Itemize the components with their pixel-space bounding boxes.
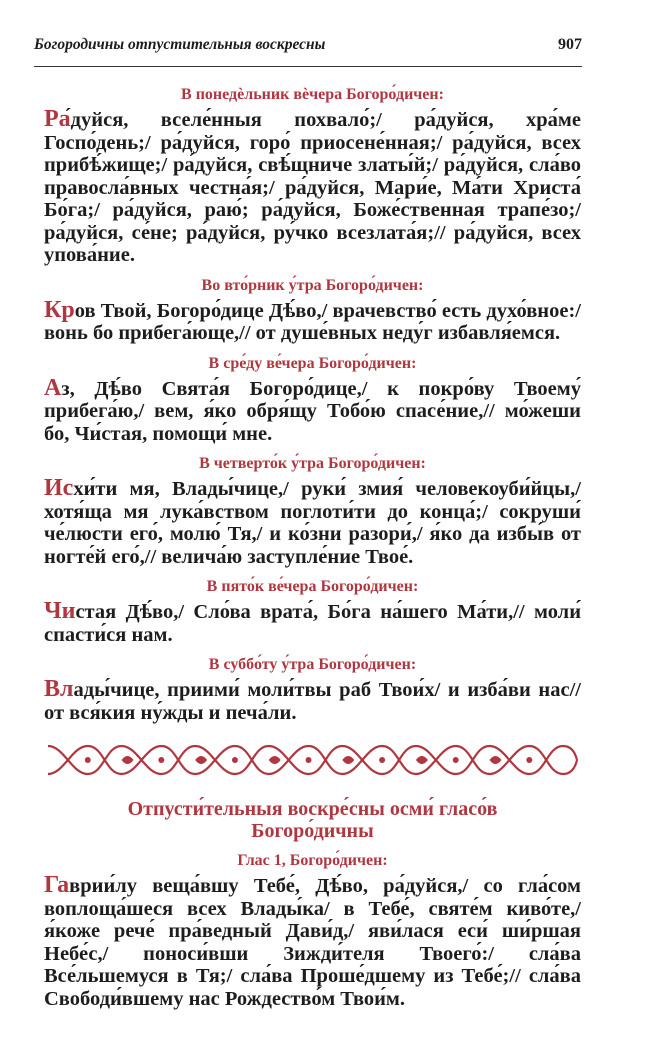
troparion-saturday: [44, 678, 581, 724]
rubric-saturday: В суббо́ту у́тра Богоро́дичен:: [208, 656, 417, 673]
troparion-text: стая Дѣ́во,/ Сло́ва врата́, Бо́га на́шего Ма́ти,// моли́ спасти́ся нам.: [44, 601, 581, 646]
initial-letter: Чи: [44, 598, 76, 624]
header-rule: [34, 66, 582, 67]
running-header: [34, 36, 582, 54]
ornamental-divider: [44, 738, 581, 782]
running-title: Богородичны отпустительныя воскресны: [34, 36, 326, 53]
initial-letter: Га: [44, 872, 70, 898]
initial-letter: Кр: [44, 296, 75, 323]
troparion-text: з, Дѣ́во Свята́я Богоро́дице,/ к покро́ву Твоему́ прибега́ю,/ вем, я́ко обря́щу Тобо́ю спасе́ние,// мо́жеши бо, Чи́стая, помощи́ мне.: [44, 377, 581, 445]
troparion-thursday: [44, 477, 581, 568]
troparion-text: врии́лу веща́вшу Тебе́, Дѣ́во, ра́дуйся,/ со гла́сом воплоща́шеся всех Влады́ка/ в Тебе́, святе́м киво́те,/ я́коже рече́ пра́ведный Дави́д,/ яви́лася еси́ ши́ршая Небе́с,/ поноси́вши Зижди́теля Твоего́:/ сла́ва Все́льшемуся в Тя;/ сла́ва Проше́дшему из Тебе́;// сла́ва Свободи́вшему нас Рождество́м Твои́м.: [44, 875, 581, 1010]
initial-letter: Вл: [44, 676, 74, 702]
troparion-text: ады́чице, приими́ моли́твы раб Твои́х/ и изба́ви нас// от вся́кия ну́жды и печа́ли.: [44, 679, 581, 724]
initial-letter: Ра: [44, 106, 71, 132]
troparion-wednesday: [44, 374, 581, 446]
rubric-thursday: В четверто́к у́тра Богоро́дичен:: [199, 455, 426, 472]
rubric-tuesday: Во вто́рник у́тра Богоро́дичен:: [201, 276, 424, 294]
initial-letter: Ис: [44, 475, 74, 501]
initial-letter: А: [44, 374, 62, 401]
page-body: [44, 86, 581, 1020]
troparion-text: ́дуйся, вселе́нныя похвало́;/ ра́дуйся, хра́ме Госпо́день;/ ра́дуйся, горо́ приосене́нная;/ ра́дуйся, всех прибѣ́жище;/ ра́дуйся, свѣ́щниче златы́й;/ ра́дуйся, сла́во правосла́вных честна́я;/ ра́дуйся, Мари́е, Ма́ти Христа́ Бо́га;/ ра́дуйся, раю́; ра́дуйся, Боже́ственная трапе́зо;/ ра́дуйся, се́не; ра́дуйся, ру́чко всезлата́я;// ра́дуйся, всех упова́ние.: [44, 109, 581, 266]
troparion-text: ов Твой, Богоро́дице Дѣ́во,/ врачевство́ есть духо́вное:/ вонь бо прибега́юще,// от душе́вных неду́г избавля́емся.: [44, 299, 581, 344]
section-title-line1: Отпусти́тельныя воскре́сны осми́ гласо́в: [127, 798, 498, 820]
rubric-monday: В понедѐльник вѐчера Богоро́дичен:: [181, 86, 444, 103]
page-number: 907: [558, 36, 582, 53]
troparion-tone-1: [44, 874, 581, 1010]
section-title: [44, 798, 581, 842]
rubric-wednesday: В сре́ду ве́чера Богоро́дичен:: [208, 354, 417, 372]
troparion-tuesday: [44, 296, 581, 345]
section-title-line2: Богоро́дичны: [251, 820, 374, 842]
troparion-text: хи́ти мя, Влады́чице,/ руки́ змия́ человекоуби́йцы,/ хотя́ща мя лука́вством поглоти́ти до конца́;/ сокруши́ че́люсти его́, молю́ Тя,/ и ко́зни разори́,/ я́ко да избы́в от ногте́й его́,// велича́ю заступле́ние Твое́.: [44, 478, 581, 568]
troparion-friday: [44, 600, 581, 646]
rubric-friday: В пято́к ве́чера Богоро́дичен:: [206, 578, 419, 595]
rubric-tone-1: Глас 1, Богоро́дичен:: [237, 852, 388, 869]
troparion-monday: [44, 108, 581, 267]
